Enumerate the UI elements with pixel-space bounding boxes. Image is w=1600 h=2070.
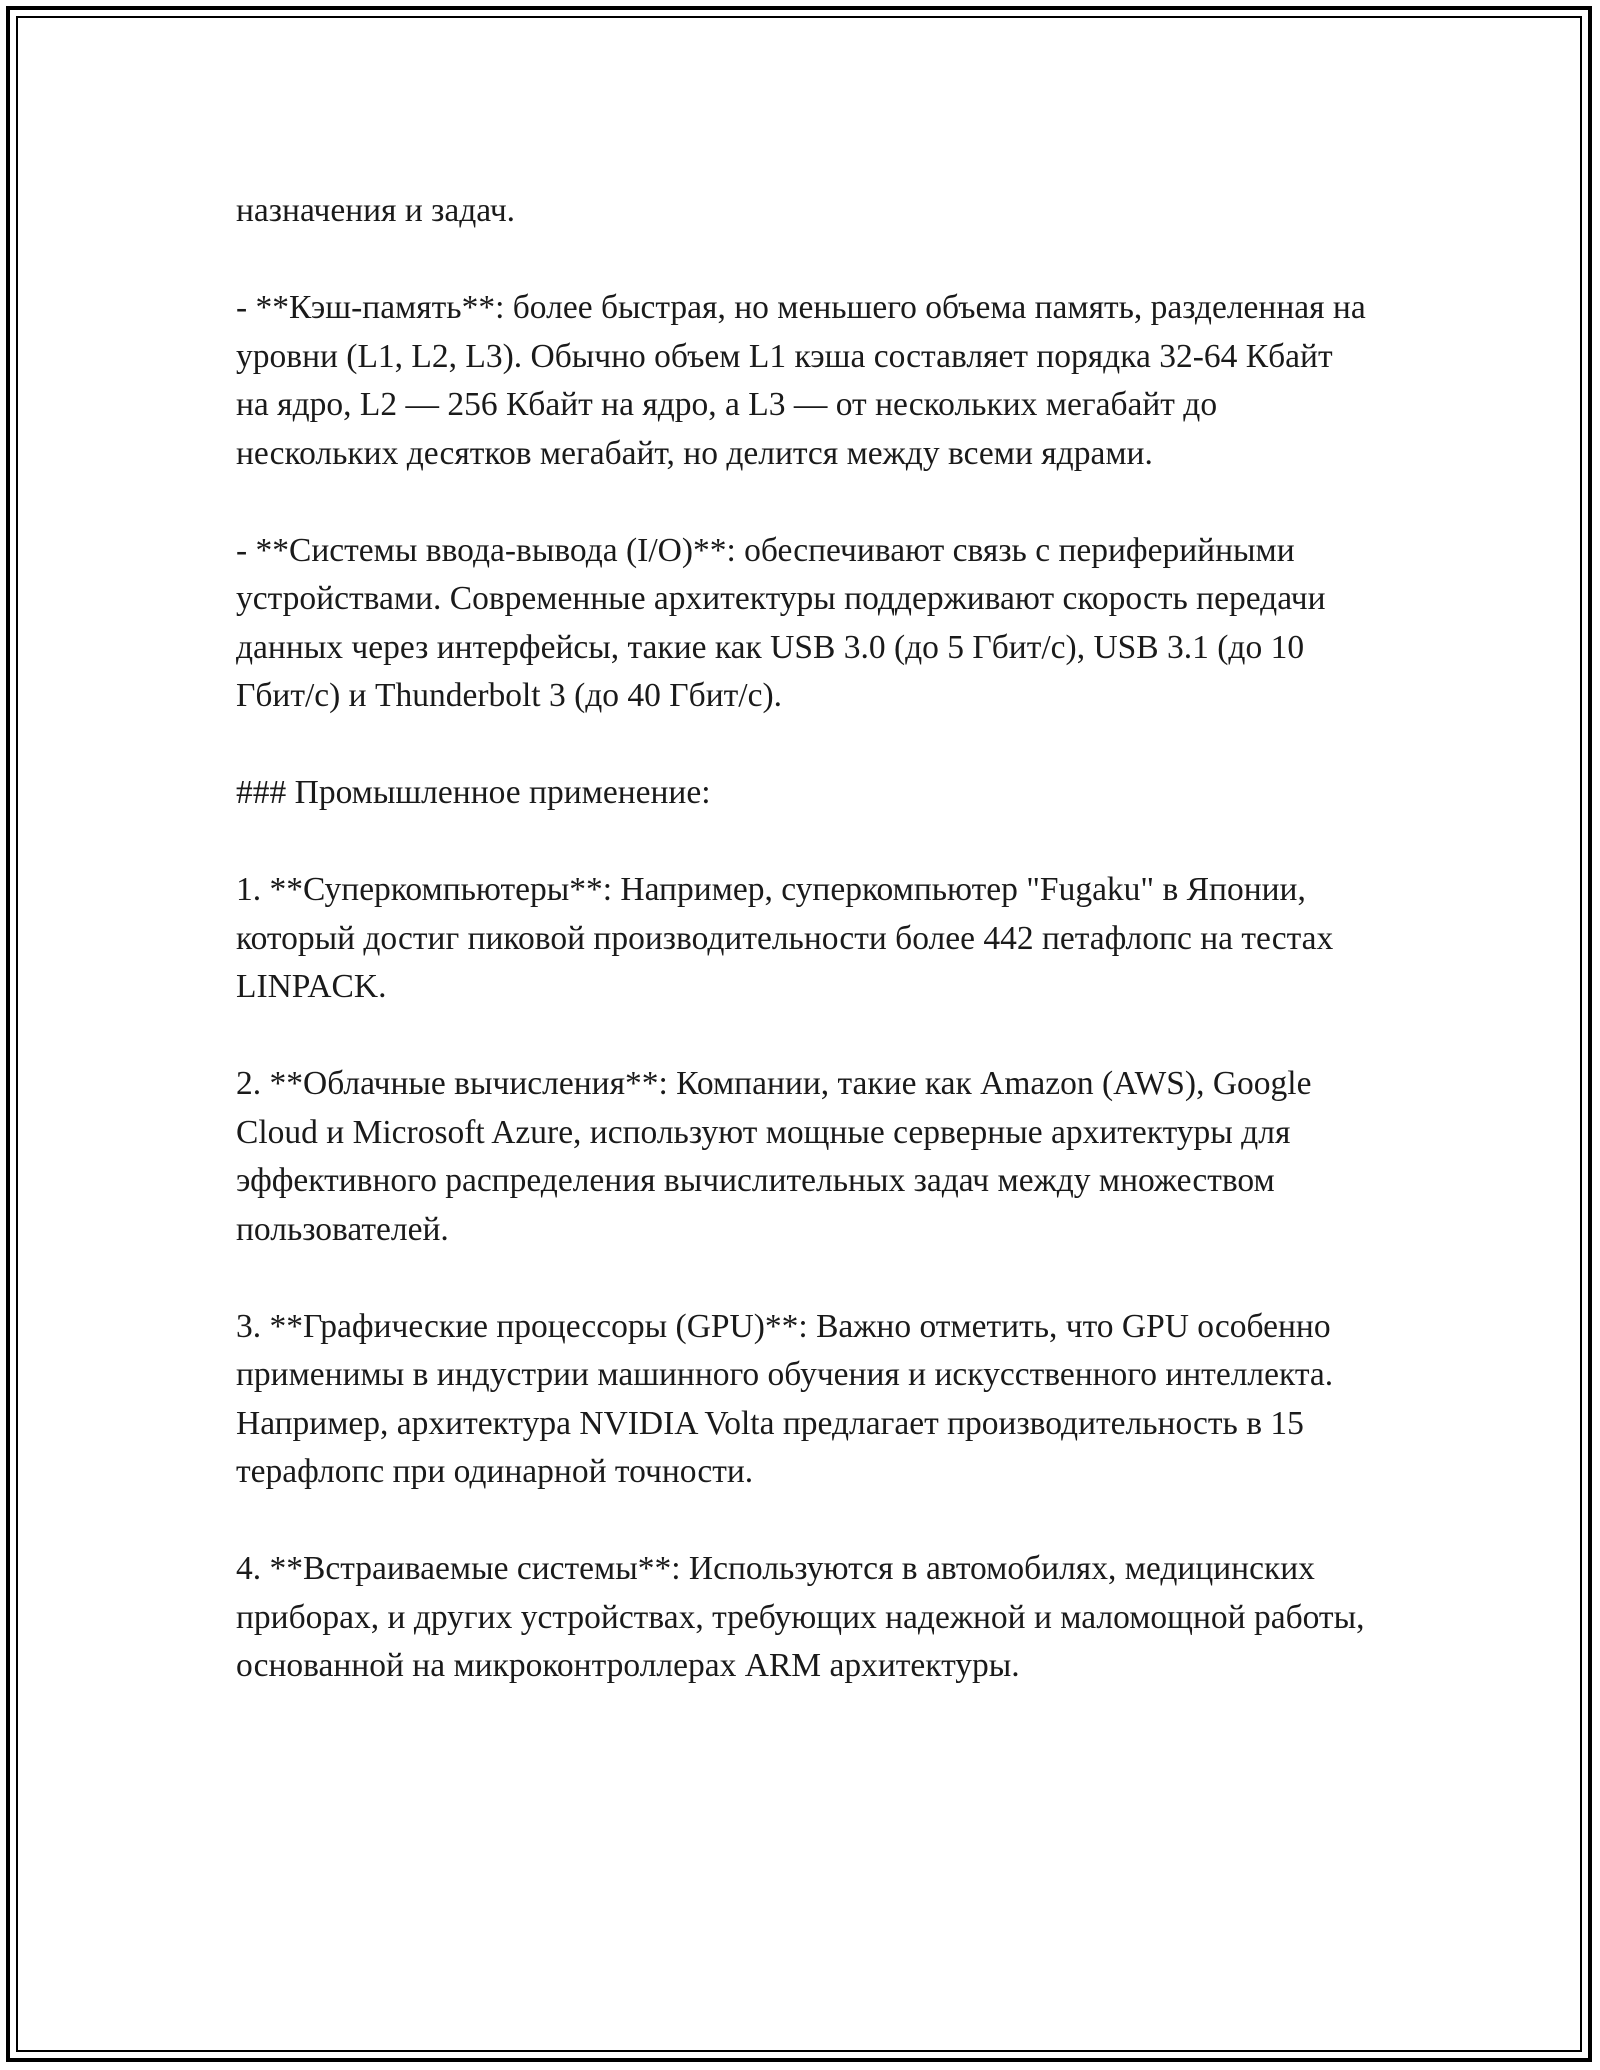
paragraph-continuation: назначения и задач. xyxy=(236,192,516,229)
list-item-gpu: 3. **Графические процессоры (GPU)**: Важно отметить, что GPU особенно применимы в индустрии машинного обучения и искусственного интеллекта. Например, архитектура NVIDIA Volta предлагает производительность в 15 терафлопс при одинарной точности. xyxy=(236,1307,1334,1490)
section-heading-industrial-use: ### Промышленное применение: xyxy=(236,774,711,811)
document-body xyxy=(236,187,1366,1691)
list-item-cloud-computing: 2. **Облачные вычисления**: Компании, такие как Amazon (AWS), Google Cloud и Microsoft Azure, используют мощные серверные архитектуры для эффективного распределения вычислительных задач между множеством пользователей. xyxy=(236,1065,1312,1248)
list-item-embedded-systems: 4. **Встраиваемые системы**: Используются в автомобилях, медицинских приборах, и других устройствах, требующих надежной и маломощной работы, основанной на микроконтроллерах ARM архитектуры. xyxy=(236,1550,1365,1684)
paragraph-cache-memory: - **Кэш-память**: более быстрая, но меньшего объема память, разделенная на уровни (L1, L2, L3). Обычно объем L1 кэша составляет порядка 32-64 Кбайт на ядро, L2 — 256 Кбайт на ядро, а L3 — от нескольких мегабайт до нескольких десятков мегабайт, но делится между всеми ядрами. xyxy=(236,289,1366,472)
paragraph-io-systems: - **Системы ввода-вывода (I/O)**: обеспечивают связь с периферийными устройствами. Современные архитектуры поддерживают скорость передачи данных через интерфейсы, такие как USB 3.0 (до 5 Гбит/с), USB 3.1 (до 10 Гбит/с) и Thunderbolt 3 (до 40 Гбит/с). xyxy=(236,531,1326,714)
list-item-supercomputers: 1. **Суперкомпьютеры**: Например, суперкомпьютер "Fugaku" в Японии, который достиг пиковой производительности более 442 петафлопс на тестах LINPACK. xyxy=(236,871,1334,1005)
